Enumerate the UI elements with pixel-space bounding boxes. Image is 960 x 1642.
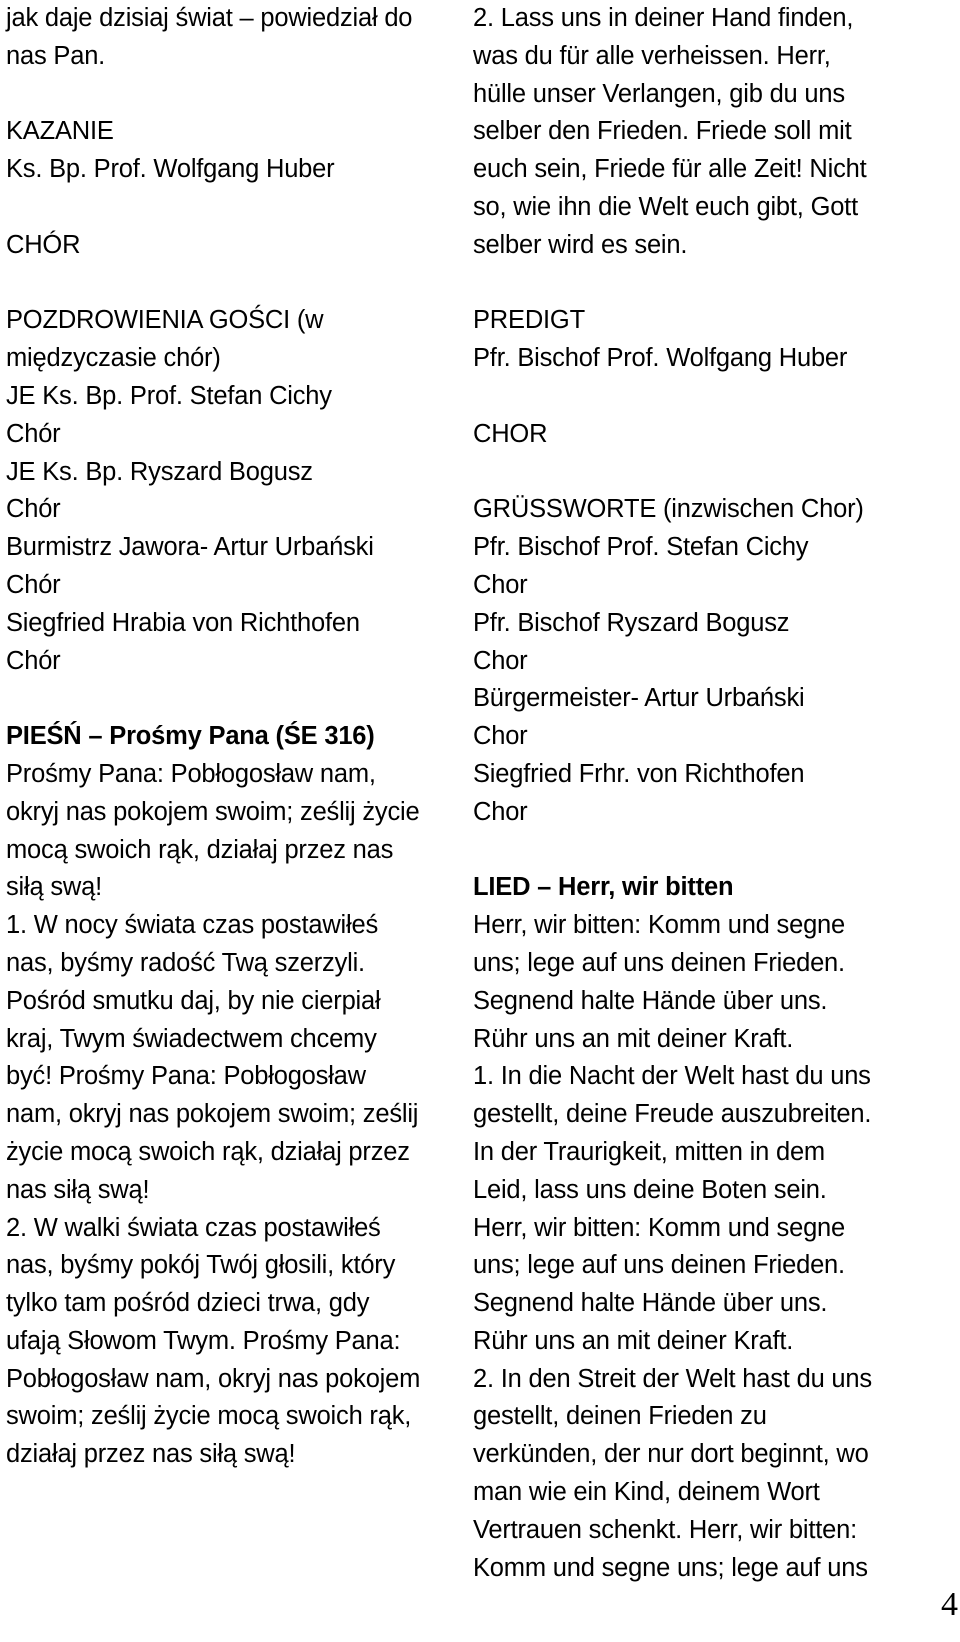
left-heading: PIEŚŃ – Prośmy Pana (ŚE 316) [6,722,375,751]
left-text-line: JE Ks. Bp. Ryszard Bogusz [6,457,313,486]
left-text-line: KAZANIE [6,117,114,146]
right-spacer [473,832,913,870]
left-text-line: działaj przez nas siłą swą! [6,1440,296,1469]
left-spacer [6,265,462,303]
left-text-line: 1. W nocy świata czas postawiłeś [6,911,378,940]
left-text-line: życie mocą swoich rąk, działaj przez [6,1137,410,1166]
right-text-line: Siegfried Frhr. von Richthofen [473,759,805,788]
right-text-line: man wie ein Kind, deinem Wort [473,1478,820,1507]
right-text-line: PREDIGT [473,306,585,335]
right-text-line: Segnend halte Hände über uns. [473,986,828,1015]
right-text-line: hülle unser Verlangen, gib du uns [473,79,845,108]
page-number: 4 [941,1586,958,1623]
left-column-polish [6,0,462,1474]
right-text-line: Herr, wir bitten: Komm und segne [473,1213,846,1242]
right-text-line: Pfr. Bischof Ryszard Bogusz [473,608,790,637]
right-text-line: Pfr. Bischof Prof. Wolfgang Huber [473,344,848,373]
right-text-line: Chor [473,570,528,599]
left-text-line: tylko tam pośród dzieci trwa, gdy [6,1289,370,1318]
left-text-line: Pośród smutku daj, by nie cierpiał [6,986,381,1015]
left-text-line: międzyczasie chór) [6,344,221,373]
right-text-line: Pfr. Bischof Prof. Stefan Cichy [473,533,809,562]
right-text-line: Chor [473,722,528,751]
left-text-line: swoim; ześlij życie mocą swoich rąk, [6,1402,412,1431]
right-text-line: gestellt, deine Freude auszubreiten. [473,1100,872,1129]
right-column-german [473,0,913,1587]
left-text-line: Siegfried Hrabia von Richthofen [6,608,360,637]
right-text-line: uns; lege auf uns deinen Frieden. [473,1251,845,1280]
right-text-line: gestellt, deinen Frieden zu [473,1402,767,1431]
left-text-line: siłą swą! [6,873,102,902]
right-spacer [473,454,913,492]
right-text-line: verkünden, der nur dort beginnt, wo [473,1440,869,1469]
right-text-line: Leid, lass uns deine Boten sein. [473,1175,827,1204]
left-text-line: Chór [6,646,61,675]
left-text-line: jak daje dzisiaj świat – powiedział do [6,4,413,32]
left-text-line: mocą swoich rąk, działaj przez nas [6,835,394,864]
right-text-line: Rühr uns an mit deiner Kraft. [473,1024,794,1053]
right-text-line: GRÜSSWORTE (inzwischen Chor) [473,495,864,524]
left-text-line: nas Pan. [6,41,106,70]
right-text-line: Vertrauen schenkt. Herr, wir bitten: [473,1515,857,1544]
right-text-line: CHOR [473,419,548,448]
left-spacer [6,76,462,114]
right-text-line: Herr, wir bitten: Komm und segne [473,911,846,940]
left-text-line: 2. W walki świata czas postawiłeś [6,1213,381,1242]
left-spacer [6,680,462,718]
left-text-line: być! Prośmy Pana: Pobłogosław [6,1062,366,1091]
right-text-line: 2. In den Streit der Welt hast du uns [473,1364,872,1393]
right-text-line: In der Traurigkeit, mitten in dem [473,1137,825,1166]
right-text-line: Segnend halte Hände über uns. [473,1289,828,1318]
left-spacer [6,189,462,227]
right-heading: LIED – Herr, wir bitten [473,873,734,902]
right-text-line: uns; lege auf uns deinen Frieden. [473,948,845,977]
right-text-line: euch sein, Friede für alle Zeit! Nicht [473,155,867,184]
left-text-line: nas, byśmy radość Twą szerzyli. [6,948,365,977]
left-text-line: Prośmy Pana: Pobłogosław nam, [6,759,376,788]
right-text-line: Rühr uns an mit deiner Kraft. [473,1326,794,1355]
right-spacer [473,378,913,416]
left-text-line: POZDROWIENIA GOŚCI (w [6,306,324,335]
right-text-line: was du für alle verheissen. Herr, [473,41,831,70]
left-text-line: nas, byśmy pokój Twój głosili, który [6,1251,396,1280]
left-text-line: ufają Słowom Twym. Prośmy Pana: [6,1326,401,1355]
right-text-line: Chor [473,646,528,675]
right-text-line: so, wie ihn die Welt euch gibt, Gott [473,192,858,221]
right-text-line: Chor [473,797,528,826]
right-text-line: selber wird es sein. [473,230,688,259]
left-text-line: CHÓR [6,230,81,259]
left-text-line: Chór [6,570,61,599]
left-text-line: JE Ks. Bp. Prof. Stefan Cichy [6,381,332,410]
right-text-line: 1. In die Nacht der Welt hast du uns [473,1062,871,1091]
left-text-line: kraj, Twym świadectwem chcemy [6,1024,377,1053]
left-text-line: Burmistrz Jawora- Artur Urbański [6,533,374,562]
left-text-line: nam, okryj nas pokojem swoim; ześlij [6,1100,419,1129]
left-text-line: Ks. Bp. Prof. Wolfgang Huber [6,155,335,184]
right-text-line: 2. Lass uns in deiner Hand finden, [473,4,854,32]
right-spacer [473,265,913,303]
right-text-line: selber den Frieden. Friede soll mit [473,117,852,146]
left-text-line: okryj nas pokojem swoim; ześlij życie [6,797,420,826]
right-text-line: Bürgermeister- Artur Urbański [473,684,805,713]
left-text-line: Pobłogosław nam, okryj nas pokojem [6,1364,421,1393]
left-text-line: nas siłą swą! [6,1175,150,1204]
left-text-line: Chór [6,495,61,524]
right-text-line: Komm und segne uns; lege auf uns [473,1553,868,1582]
left-text-line: Chór [6,419,61,448]
